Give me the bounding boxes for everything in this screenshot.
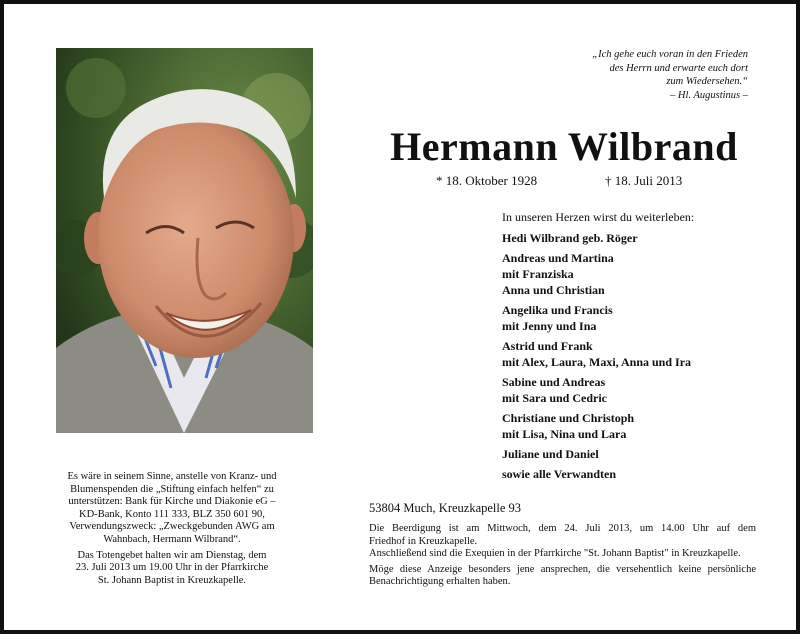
mourner-line: Anna und Christian [502, 283, 605, 297]
mourner-line: mit Lisa, Nina und Lara [502, 427, 627, 441]
quote-line: „Ich gehe euch voran in den Frieden [592, 49, 748, 60]
funeral-details [369, 523, 756, 592]
quote-line: zum Wiedersehen.“ [666, 76, 748, 88]
mourner-line: Hedi Wilbrand geb. Röger [502, 231, 638, 245]
donation-line: Blumenspenden die „Stiftung einfach helfen“ zu [70, 483, 274, 495]
mourner-group [502, 338, 772, 370]
mourner-line: mit Sara und Cedric [502, 391, 607, 405]
birth-date: * 18. Oktober 1928 [436, 173, 538, 188]
mourner-group [502, 410, 772, 442]
death-date: † 18. Juli 2013 [605, 173, 683, 188]
funeral-line: Die Beerdigung ist am Mittwoch, dem 24. Juli 2013, um 14.00 Uhr auf dem [369, 523, 756, 534]
prayer-line: St. Johann Baptist in Kreuzkapelle. [97, 574, 247, 586]
prayer-line: 23. Juli 2013 um 19.00 Uhr in der Pfarrkirche [75, 562, 269, 574]
mourners-intro: In unseren Herzen wirst du weiterleben: [502, 210, 695, 224]
notification-paragraph [369, 564, 756, 589]
donation-line: Wahnbach, Hermann Wilbrand“. [103, 533, 241, 545]
prayer-paragraph [62, 550, 282, 588]
deceased-name: Hermann Wilbrand [390, 124, 738, 169]
funeral-line: Anschließend sind die Exequien in der Pfarrkirche "St. Johann Baptist" in Kreuzkapelle. [369, 548, 741, 560]
quote [488, 48, 748, 102]
donation-line: Es wäre in seinem Sinne, anstelle von Kranz- und [67, 471, 277, 482]
mourner-line: Sabine und Andreas [502, 375, 606, 389]
notification-line: Möge diese Anzeige besonders jene ansprechen, die versehentlich keine persönliche [369, 563, 756, 575]
portrait-photo [56, 48, 313, 433]
donation-line: Verwendungszweck: „Zweckgebunden AWG am [69, 521, 275, 533]
mourner-group [502, 374, 772, 406]
mourner-group [502, 250, 772, 298]
donation-line: KD-Bank, Konto 111 333, BLZ 350 601 90, [79, 508, 265, 520]
mourner-line: sowie alle Verwandten [502, 467, 616, 481]
mourner-line: Angelika und Francis [502, 303, 613, 317]
notification-line: Benachrichtigung erhalten haben. [369, 576, 511, 588]
prayer-line: Das Totengebet halten wir am Dienstag, dem [77, 549, 267, 561]
funeral-paragraph [369, 523, 756, 561]
quote-attribution: – Hl. Augustinus – [670, 89, 748, 101]
funeral-line: Friedhof in Kreuzkapelle. [369, 535, 478, 547]
quote-line: des Herrn und erwarte euch dort [609, 62, 748, 74]
donation-notice [62, 471, 282, 590]
mourner-line: mit Franziska [502, 267, 574, 281]
donation-paragraph [62, 471, 282, 547]
mourner-line: Astrid und Frank [502, 339, 593, 353]
mourner-group [502, 466, 772, 482]
mourner-line: mit Alex, Laura, Maxi, Anna und Ira [502, 355, 692, 369]
mourners-list [502, 209, 772, 486]
mourner-group [502, 230, 772, 246]
mourner-line: Andreas und Martina [502, 251, 614, 265]
mourner-group [502, 446, 772, 462]
mourner-group [502, 302, 772, 334]
family-address: 53804 Much, Kreuzkapelle 93 [369, 501, 522, 515]
donation-line: unterstützen: Bank für Kirche und Diakonie eG – [68, 496, 276, 508]
mourner-line: mit Jenny und Ina [502, 319, 597, 333]
mourner-line: Juliane und Daniel [502, 447, 599, 461]
mourner-line: Christiane und Christoph [502, 411, 635, 425]
